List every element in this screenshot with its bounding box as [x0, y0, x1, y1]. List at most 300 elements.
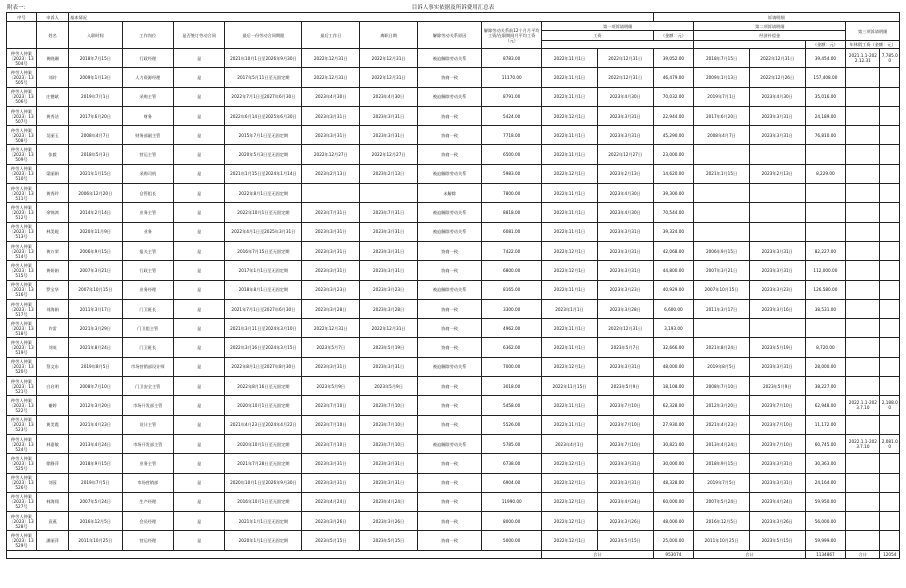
cell-wage-claim-from: 2022年11月1日 — [542, 87, 598, 106]
cell-compensation-amount: 35,016.00 — [805, 87, 846, 106]
cell-case-number: 仲劳人仲案〔2023〕13526号 — [7, 473, 37, 492]
cell-wage-claim-amount: 30,821.00 — [653, 434, 694, 453]
cell-employee-name: 吴丽玉 — [36, 126, 68, 145]
cell-wage-claim-to: 2022年12月31日 — [597, 49, 653, 68]
cell-wage-claim-amount: 27,930.00 — [653, 415, 694, 434]
cell-contract-term: 2021年1月15日至2024年1月14日 — [225, 164, 302, 183]
cell-leave-claim-amount — [880, 454, 900, 473]
cell-compensation-amount: 8,229.00 — [805, 164, 846, 183]
cell-wage-claim-to: 2023年5月9日 — [597, 377, 653, 396]
cell-leave-claim-amount — [880, 338, 900, 357]
cell-wage-claim-from: 2022年11月1日 — [542, 126, 598, 145]
cell-leave-claim-range — [846, 357, 880, 376]
cell-compensation-from: 2008年7月10日 — [694, 377, 750, 396]
cell-employee-name: 黄秀玲 — [36, 184, 68, 203]
cell-entry-date: 2007年3月21日 — [69, 261, 123, 280]
cell-average-wage: 6738.00 — [482, 454, 542, 473]
cell-employee-name: 刘海娟 — [36, 299, 68, 318]
cell-leave-claim-amount — [880, 68, 900, 87]
cell-entry-date: 2013年4月24日 — [69, 434, 123, 453]
cell-leave-claim-amount — [880, 280, 900, 299]
cell-entry-date: 2021年8月24日 — [69, 338, 123, 357]
cell-separation-date: 2023年3月28日 — [360, 299, 418, 318]
cell-compensation-from: 2007年5月24日 — [694, 492, 750, 511]
cell-average-wage: 5000.00 — [482, 531, 542, 550]
header-claim-detail: 诉请明细 — [653, 13, 899, 22]
cell-leave-claim-range — [846, 222, 880, 241]
cell-compensation-from — [694, 222, 750, 241]
header-reason: 解除劳动关系原因 — [418, 22, 482, 49]
cell-separation-date: 2023年5月9日 — [360, 377, 418, 396]
cell-separation-date: 2023年3月26日 — [360, 512, 418, 531]
leave-range-text-2: 2021.1.1-2022.12.31 — [848, 53, 877, 64]
cell-employee-name: 袁燕 — [36, 512, 68, 531]
cell-compensation-amount — [805, 222, 846, 241]
cell-compensation-from: 2009年1月13日 — [694, 68, 750, 87]
cell-case-number: 仲劳人仲案〔2023〕13518号 — [7, 319, 37, 338]
cell-contract-signed: 是 — [173, 512, 224, 531]
cell-contract-signed: 是 — [173, 261, 224, 280]
cell-leave-claim-range — [846, 473, 880, 492]
cell-last-work-day: 2022年12月31日 — [302, 319, 360, 338]
cell-average-wage: 7422.00 — [482, 241, 542, 260]
table-row — [7, 396, 900, 415]
cell-compensation-to: 2023年4月24日 — [749, 492, 805, 511]
cell-position: 市场开发部主管 — [122, 434, 173, 453]
cell-position: 采购司机 — [122, 164, 173, 183]
cell-leave-claim-amount — [880, 261, 900, 280]
cell-wage-claim-amount: 70,032.00 — [653, 87, 694, 106]
total-label-compensation: 合计 — [694, 550, 805, 558]
cell-case-number: 仲劳人仲案〔2023〕13519号 — [7, 338, 37, 357]
cell-compensation-from: 2006年9月15日 — [694, 241, 750, 260]
cell-contract-signed: 是 — [173, 454, 224, 473]
cell-last-work-day: 2022年12月31日 — [302, 68, 360, 87]
cell-separation-reason: 协商一致 — [418, 492, 482, 511]
table-row — [7, 377, 900, 396]
cell-leave-claim-amount — [880, 241, 900, 260]
cell-contract-term: 2021年3月11日至2024年3月10日 — [225, 319, 302, 338]
cell-contract-term: 2022年3月16日至2024年3月15日 — [225, 338, 302, 357]
cell-compensation-to: 2023年5月15日 — [749, 531, 805, 550]
cell-contract-signed: 是 — [173, 145, 224, 164]
cell-compensation-from — [694, 145, 750, 164]
cell-wage-claim-to: 2023年3月31日 — [597, 357, 653, 376]
cell-case-number: 仲劳人仲案〔2023〕13509号 — [7, 145, 37, 164]
cell-entry-date: 2016年12月5日 — [69, 512, 123, 531]
cell-compensation-to: 2023年3月16日 — [749, 299, 805, 318]
table-row — [7, 49, 900, 68]
cell-contract-signed: 是 — [173, 68, 224, 87]
table-row — [7, 319, 900, 338]
cell-employee-name: 刘英 — [36, 338, 68, 357]
cell-compensation-to: 2023年7月10日 — [749, 415, 805, 434]
cell-compensation-from: 2016年12月5日 — [694, 512, 750, 531]
cell-wage-claim-to: 2023年4月30日 — [597, 203, 653, 222]
cell-compensation-amount: 30,363.00 — [805, 454, 846, 473]
cell-employee-name: 徐静萍 — [36, 454, 68, 473]
cell-average-wage: 8818.00 — [482, 203, 542, 222]
cell-entry-date: 2011年3月17日 — [69, 299, 123, 318]
cell-last-work-day: 2023年3月28日 — [302, 299, 360, 318]
cell-leave-claim-amount — [880, 357, 900, 376]
cell-separation-date: 2022年12月31日 — [360, 319, 418, 338]
header-last-work-day: 最后工作日 — [302, 22, 360, 49]
cell-separation-date: 2023年3月31日 — [360, 454, 418, 473]
cell-compensation-from: 2013年4月24日 — [694, 434, 750, 453]
cell-employee-name: 黄美霞 — [36, 415, 68, 434]
header-labor-contract: 是否签订劳动合同 — [173, 22, 224, 49]
cell-compensation-to: 2023年3月23日 — [749, 280, 805, 299]
header-second-claim-sub: 经济补偿金 — [694, 31, 846, 41]
cell-wage-claim-from: 2022年11月1日 — [542, 338, 598, 357]
cell-contract-signed: 是 — [173, 377, 224, 396]
cell-compensation-amount: 59,999.00 — [805, 531, 846, 550]
cell-wage-claim-from: 2022年12月1日 — [542, 492, 598, 511]
cell-contract-term: 2022年8月16日至无固定期 — [225, 377, 302, 396]
cell-wage-claim-to: 2022年12月31日 — [597, 68, 653, 87]
cell-compensation-to: 2023年4月30日 — [749, 87, 805, 106]
cell-employee-name: 许雷 — [36, 319, 68, 338]
cell-contract-signed: 是 — [173, 319, 224, 338]
cell-position: 人力资源经理 — [122, 68, 173, 87]
header-second-claim-amount: （金额：元） — [805, 41, 846, 49]
total-label-wage: 合计 — [542, 550, 653, 558]
totals-row — [7, 550, 900, 558]
cell-case-number: 仲劳人仲案〔2023〕13517号 — [7, 299, 37, 318]
cell-case-number: 仲劳人仲案〔2023〕13528号 — [7, 512, 37, 531]
cell-employee-name: 梁丽娟 — [36, 164, 68, 183]
cell-separation-reason: 协商一致 — [418, 299, 482, 318]
cell-leave-claim-range — [846, 319, 880, 338]
total-wage: 953074 — [653, 550, 694, 558]
table-row — [7, 241, 900, 260]
cell-entry-date: 2014年2月14日 — [69, 203, 123, 222]
cell-last-work-day: 2023年3月31日 — [302, 241, 360, 260]
cell-separation-reason: 被迫解除劳动关系 — [418, 49, 482, 68]
cell-separation-reason: 协商一致 — [418, 145, 482, 164]
cell-last-work-day: 2023年7月10日 — [302, 396, 360, 415]
cell-compensation-amount: 82,227.00 — [805, 241, 846, 260]
cell-employee-name: 余锦鸿 — [36, 203, 68, 222]
cell-compensation-from: 2019年8月5日 — [694, 357, 750, 376]
cell-average-wage: 8165.00 — [482, 280, 542, 299]
cell-position: 市场营销部设计师 — [122, 357, 173, 376]
cell-employee-name: 罗宝华 — [36, 280, 68, 299]
cell-leave-claim-range — [846, 261, 880, 280]
cell-compensation-from: 2021年1月15日 — [694, 164, 750, 183]
cell-separation-date: 2022年12月31日 — [360, 68, 418, 87]
header-first-claim: 第一项诉请明细 — [542, 22, 694, 31]
cell-case-number: 仲劳人仲案〔2023〕13508号 — [7, 126, 37, 145]
cell-employee-name: 林美妮 — [36, 222, 68, 241]
cell-wage-claim-from: 2022年12月1日 — [542, 261, 598, 280]
cell-wage-claim-to: 2023年7月10日 — [597, 396, 653, 415]
cell-contract-signed: 是 — [173, 473, 224, 492]
cell-leave-claim-range — [846, 184, 880, 203]
cell-case-number: 仲劳人仲案〔2023〕13527号 — [7, 492, 37, 511]
cell-average-wage: 5785.00 — [482, 434, 542, 453]
cell-wage-claim-to: 2023年3月26日 — [597, 512, 653, 531]
cell-last-work-day: 2023年5月9日 — [302, 377, 360, 396]
cell-compensation-from: 2011年3月17日 — [694, 299, 750, 318]
cell-position: 门卫班长 — [122, 299, 173, 318]
cell-position: 设计主管 — [122, 415, 173, 434]
cell-wage-claim-to: 2023年3月31日 — [597, 126, 653, 145]
cell-compensation-amount — [805, 319, 846, 338]
cell-contract-signed: 是 — [173, 87, 224, 106]
header-seq: 序号 — [7, 13, 37, 22]
cell-last-work-day: 2023年3月31日 — [302, 106, 360, 125]
cell-employee-name: 黄妍娟 — [36, 261, 68, 280]
cell-compensation-amount: 39,454.00 — [805, 49, 846, 68]
table-row — [7, 434, 900, 453]
cell-case-number: 仲劳人仲案〔2023〕13523号 — [7, 415, 37, 434]
cell-wage-claim-amount: 48,000.00 — [653, 512, 694, 531]
cell-leave-claim-range — [846, 203, 880, 222]
cell-contract-term: 2022年8月1日至无固定期 — [225, 184, 302, 203]
cell-average-wage: 5458.00 — [482, 396, 542, 415]
cell-separation-reason: 协商一致 — [418, 106, 482, 125]
cell-contract-term: 2020年1月1日至无固定期 — [225, 531, 302, 550]
cell-position: 市场开发部主管 — [122, 396, 173, 415]
cell-leave-claim-range — [846, 377, 880, 396]
cell-position: 行政主管 — [122, 261, 173, 280]
cell-wage-claim-to: 2023年3月31日 — [597, 222, 653, 241]
cell-contract-signed: 是 — [173, 280, 224, 299]
cell-compensation-amount: 76,810.00 — [805, 126, 846, 145]
cell-average-wage: 3300.00 — [482, 299, 542, 318]
cell-employee-name: 黄万荣 — [36, 241, 68, 260]
cell-last-work-day: 2023年5月7日 — [302, 338, 360, 357]
cell-entry-date: 2011年10月25日 — [69, 531, 123, 550]
cell-separation-reason: 协商一致 — [418, 241, 482, 260]
cell-leave-claim-amount — [880, 473, 900, 492]
cell-wage-claim-to: 2023年3月31日 — [597, 106, 653, 125]
cell-leave-claim-range — [846, 49, 880, 68]
cell-wage-claim-from: 2022年12月1日 — [542, 512, 598, 531]
table-row — [7, 126, 900, 145]
cell-separation-date: 2022年12月27日 — [360, 145, 418, 164]
cell-position: 市场营销部 — [122, 473, 173, 492]
cell-contract-signed: 是 — [173, 222, 224, 241]
cell-leave-claim-amount: 2,188.00 — [880, 396, 900, 415]
table-row — [7, 357, 900, 376]
cell-wage-claim-to: 2023年3月28日 — [597, 299, 653, 318]
cell-compensation-amount: 28,000.00 — [805, 357, 846, 376]
cell-wage-claim-from: 2022年11月1日 — [542, 68, 598, 87]
cell-compensation-amount: 24,164.00 — [805, 473, 846, 492]
cell-last-work-day — [302, 184, 360, 203]
cell-compensation-amount: 62,948.00 — [805, 396, 846, 415]
cell-contract-signed: 是 — [173, 49, 224, 68]
cell-leave-claim-amount — [880, 164, 900, 183]
cell-compensation-amount: 126,580.00 — [805, 280, 846, 299]
cell-average-wage: 3018.00 — [482, 377, 542, 396]
cell-wage-claim-amount: 42,068.00 — [653, 241, 694, 260]
cell-case-number: 仲劳人仲案〔2023〕13520号 — [7, 357, 37, 376]
cell-wage-claim-from: 2023年4月1日 — [542, 434, 598, 453]
cell-compensation-from: 2008年4月7日 — [694, 126, 750, 145]
cell-case-number: 仲劳人仲案〔2023〕13513号 — [7, 222, 37, 241]
cell-contract-signed: 是 — [173, 434, 224, 453]
header-position: 工作岗位 — [122, 22, 173, 49]
cell-employee-name: 潘丽萍 — [36, 531, 68, 550]
cell-leave-claim-range — [846, 280, 880, 299]
cell-leave-claim-range — [846, 492, 880, 511]
cell-separation-reason: 被迫解除劳动关系 — [418, 434, 482, 453]
cell-last-work-day: 2023年3月23日 — [302, 280, 360, 299]
cell-employee-name: 林嘉敏 — [36, 434, 68, 453]
table-row — [7, 512, 900, 531]
cell-compensation-amount — [805, 203, 846, 222]
cell-wage-claim-amount: 39,052.00 — [653, 49, 694, 68]
cell-compensation-to: 2023年2月13日 — [749, 164, 805, 183]
cell-compensation-to: 2022年12月31日 — [749, 49, 805, 68]
cell-case-number: 仲劳人仲案〔2023〕13521号 — [7, 377, 37, 396]
cell-position: 仓管组长 — [122, 184, 173, 203]
cell-entry-date: 2007年10月15日 — [69, 280, 123, 299]
cell-position: 业务 — [122, 222, 173, 241]
cell-separation-date: 2023年3月31日 — [360, 106, 418, 125]
cell-wage-claim-from: 2022年11月1日 — [542, 319, 598, 338]
cell-wage-claim-to: 2023年7月10日 — [597, 434, 653, 453]
total-compensation: 1134867 — [805, 550, 846, 558]
cell-entry-date: 2017年6月20日 — [69, 106, 123, 125]
table-row — [7, 531, 900, 550]
cell-last-work-day: 2023年4月30日 — [302, 87, 360, 106]
cell-last-work-day: 2023年3月31日 — [302, 357, 360, 376]
cell-contract-signed: 是 — [173, 203, 224, 222]
cell-compensation-amount: 38,531.00 — [805, 299, 846, 318]
cell-case-number: 仲劳人仲案〔2023〕13510号 — [7, 164, 37, 183]
cell-case-number: 仲劳人仲案〔2023〕13522号 — [7, 396, 37, 415]
cell-position: 业务经理 — [122, 280, 173, 299]
cell-separation-date: 2023年7月10日 — [360, 434, 418, 453]
cell-last-work-day: 2022年12月27日 — [302, 145, 360, 164]
cell-last-work-day: 2023年5月15日 — [302, 531, 360, 550]
cell-contract-signed: 是 — [173, 164, 224, 183]
table-row — [7, 473, 900, 492]
cell-last-work-day: 2023年3月31日 — [302, 222, 360, 241]
cell-compensation-amount — [805, 145, 846, 164]
cell-wage-claim-to: 2023年3月31日 — [597, 473, 653, 492]
cell-contract-term: 2016年10月1日至无固定期 — [225, 492, 302, 511]
cell-case-number: 仲劳人仲案〔2023〕13506号 — [7, 87, 37, 106]
cell-wage-claim-to: 2023年3月31日 — [597, 241, 653, 260]
cell-wage-claim-to: 2023年2月13日 — [597, 164, 653, 183]
cell-wage-claim-to: 2023年3月31日 — [597, 261, 653, 280]
cell-separation-reason: 协商一致 — [418, 531, 482, 550]
cell-entry-date: 2019年8月5日 — [69, 357, 123, 376]
cell-entry-date: 2006年9月15日 — [69, 241, 123, 260]
cell-compensation-amount: 8,720.00 — [805, 338, 846, 357]
header-second-claim: 第二项诉请明细 — [694, 22, 846, 31]
cell-average-wage: 5526.00 — [482, 415, 542, 434]
cell-compensation-to — [749, 203, 805, 222]
cell-compensation-to: 2023年3月31日 — [749, 241, 805, 260]
cell-leave-claim-range — [846, 531, 880, 550]
cell-compensation-to: 2023年3月31日 — [749, 126, 805, 145]
cell-separation-reason: 协商一致 — [418, 126, 482, 145]
cell-wage-claim-from: 2022年11月1日 — [542, 145, 598, 164]
table-row — [7, 106, 900, 125]
cell-wage-claim-amount: 70,544.00 — [653, 203, 694, 222]
cell-contract-term: 2020年5月3日至无固定期 — [225, 145, 302, 164]
cell-leave-claim-amount — [880, 377, 900, 396]
cell-leave-claim-range — [846, 396, 880, 415]
cell-compensation-amount: 24,189.00 — [805, 106, 846, 125]
cell-separation-reason: 协商一致 — [418, 319, 482, 338]
cell-position: 业务主管 — [122, 203, 173, 222]
cell-last-work-day: 2023年3月31日 — [302, 454, 360, 473]
cell-position: 营运主管 — [122, 145, 173, 164]
cell-contract-term: 2021年4月23日至2024年4月22日 — [225, 415, 302, 434]
cell-employee-name: 黄晓珊 — [36, 49, 68, 68]
cell-entry-date: 2007年5月24日 — [69, 492, 123, 511]
cell-contract-signed: 是 — [173, 241, 224, 260]
cell-compensation-amount: 59,950.00 — [805, 492, 846, 511]
cell-wage-claim-from: 2022年11月1日 — [542, 184, 598, 203]
cell-wage-claim-to: 2022年12月27日 — [597, 145, 653, 164]
cell-average-wage: 6500.00 — [482, 145, 542, 164]
cell-separation-date: 2023年3月23日 — [360, 280, 418, 299]
cell-separation-date: 2023年3月31日 — [360, 261, 418, 280]
cell-compensation-amount: 11,172.00 — [805, 415, 846, 434]
cell-compensation-from: 2017年6月20日 — [694, 106, 750, 125]
cell-separation-reason: 被迫解除劳动关系 — [418, 164, 482, 183]
cell-wage-claim-amount: 48,328.00 — [653, 473, 694, 492]
cell-contract-term: 2018年8月1日至无固定期 — [225, 280, 302, 299]
cell-compensation-to: 2023年7月10日 — [749, 434, 805, 453]
cell-separation-date: 2023年3月31日 — [360, 241, 418, 260]
cell-employee-name: 庄德斌 — [36, 87, 68, 106]
cell-average-wage: 8783.00 — [482, 49, 542, 68]
cell-average-wage: 6800.00 — [482, 261, 542, 280]
cell-compensation-to: 2023年5月19日 — [749, 338, 805, 357]
table-row — [7, 87, 900, 106]
cell-leave-claim-range — [846, 106, 880, 125]
cell-entry-date: 2019年7月5日 — [69, 473, 123, 492]
cell-position: 门卫组主管 — [122, 319, 173, 338]
cell-compensation-from: 2019年7月1日 — [694, 87, 750, 106]
table-row — [7, 492, 900, 511]
cell-leave-claim-amount — [880, 531, 900, 550]
cell-last-work-day: 2023年4月24日 — [302, 492, 360, 511]
cell-contract-term: 2015年7月1日至无固定期 — [225, 126, 302, 145]
cell-compensation-to: 2023年3月31日 — [749, 454, 805, 473]
cell-compensation-from: 2012年3月20日 — [694, 396, 750, 415]
cell-average-wage: 4962.00 — [482, 319, 542, 338]
cell-contract-signed: 是 — [173, 106, 224, 125]
cell-position: 生产经理 — [122, 492, 173, 511]
cell-wage-claim-from: 2022年12月1日 — [542, 164, 598, 183]
cell-last-work-day: 2023年2月13日 — [302, 164, 360, 183]
cell-wage-claim-amount: 30,000.00 — [653, 454, 694, 473]
table-row — [7, 68, 900, 87]
cell-wage-claim-amount: 48,000.00 — [653, 357, 694, 376]
cell-case-number: 仲劳人仲案〔2023〕13512号 — [7, 203, 37, 222]
cell-average-wage: 6904.00 — [482, 473, 542, 492]
cell-wage-claim-to: 2023年4月30日 — [597, 87, 653, 106]
cell-leave-claim-range — [846, 512, 880, 531]
cell-separation-reason: 协商一致 — [418, 68, 482, 87]
cell-contract-signed: 是 — [173, 184, 224, 203]
cell-position: 行政经理 — [122, 49, 173, 68]
cell-average-wage: 11170.00 — [482, 68, 542, 87]
cell-contract-term: 2021年7月1日至2027年6月30日 — [225, 299, 302, 318]
cell-compensation-to: 2023年3月31日 — [749, 261, 805, 280]
